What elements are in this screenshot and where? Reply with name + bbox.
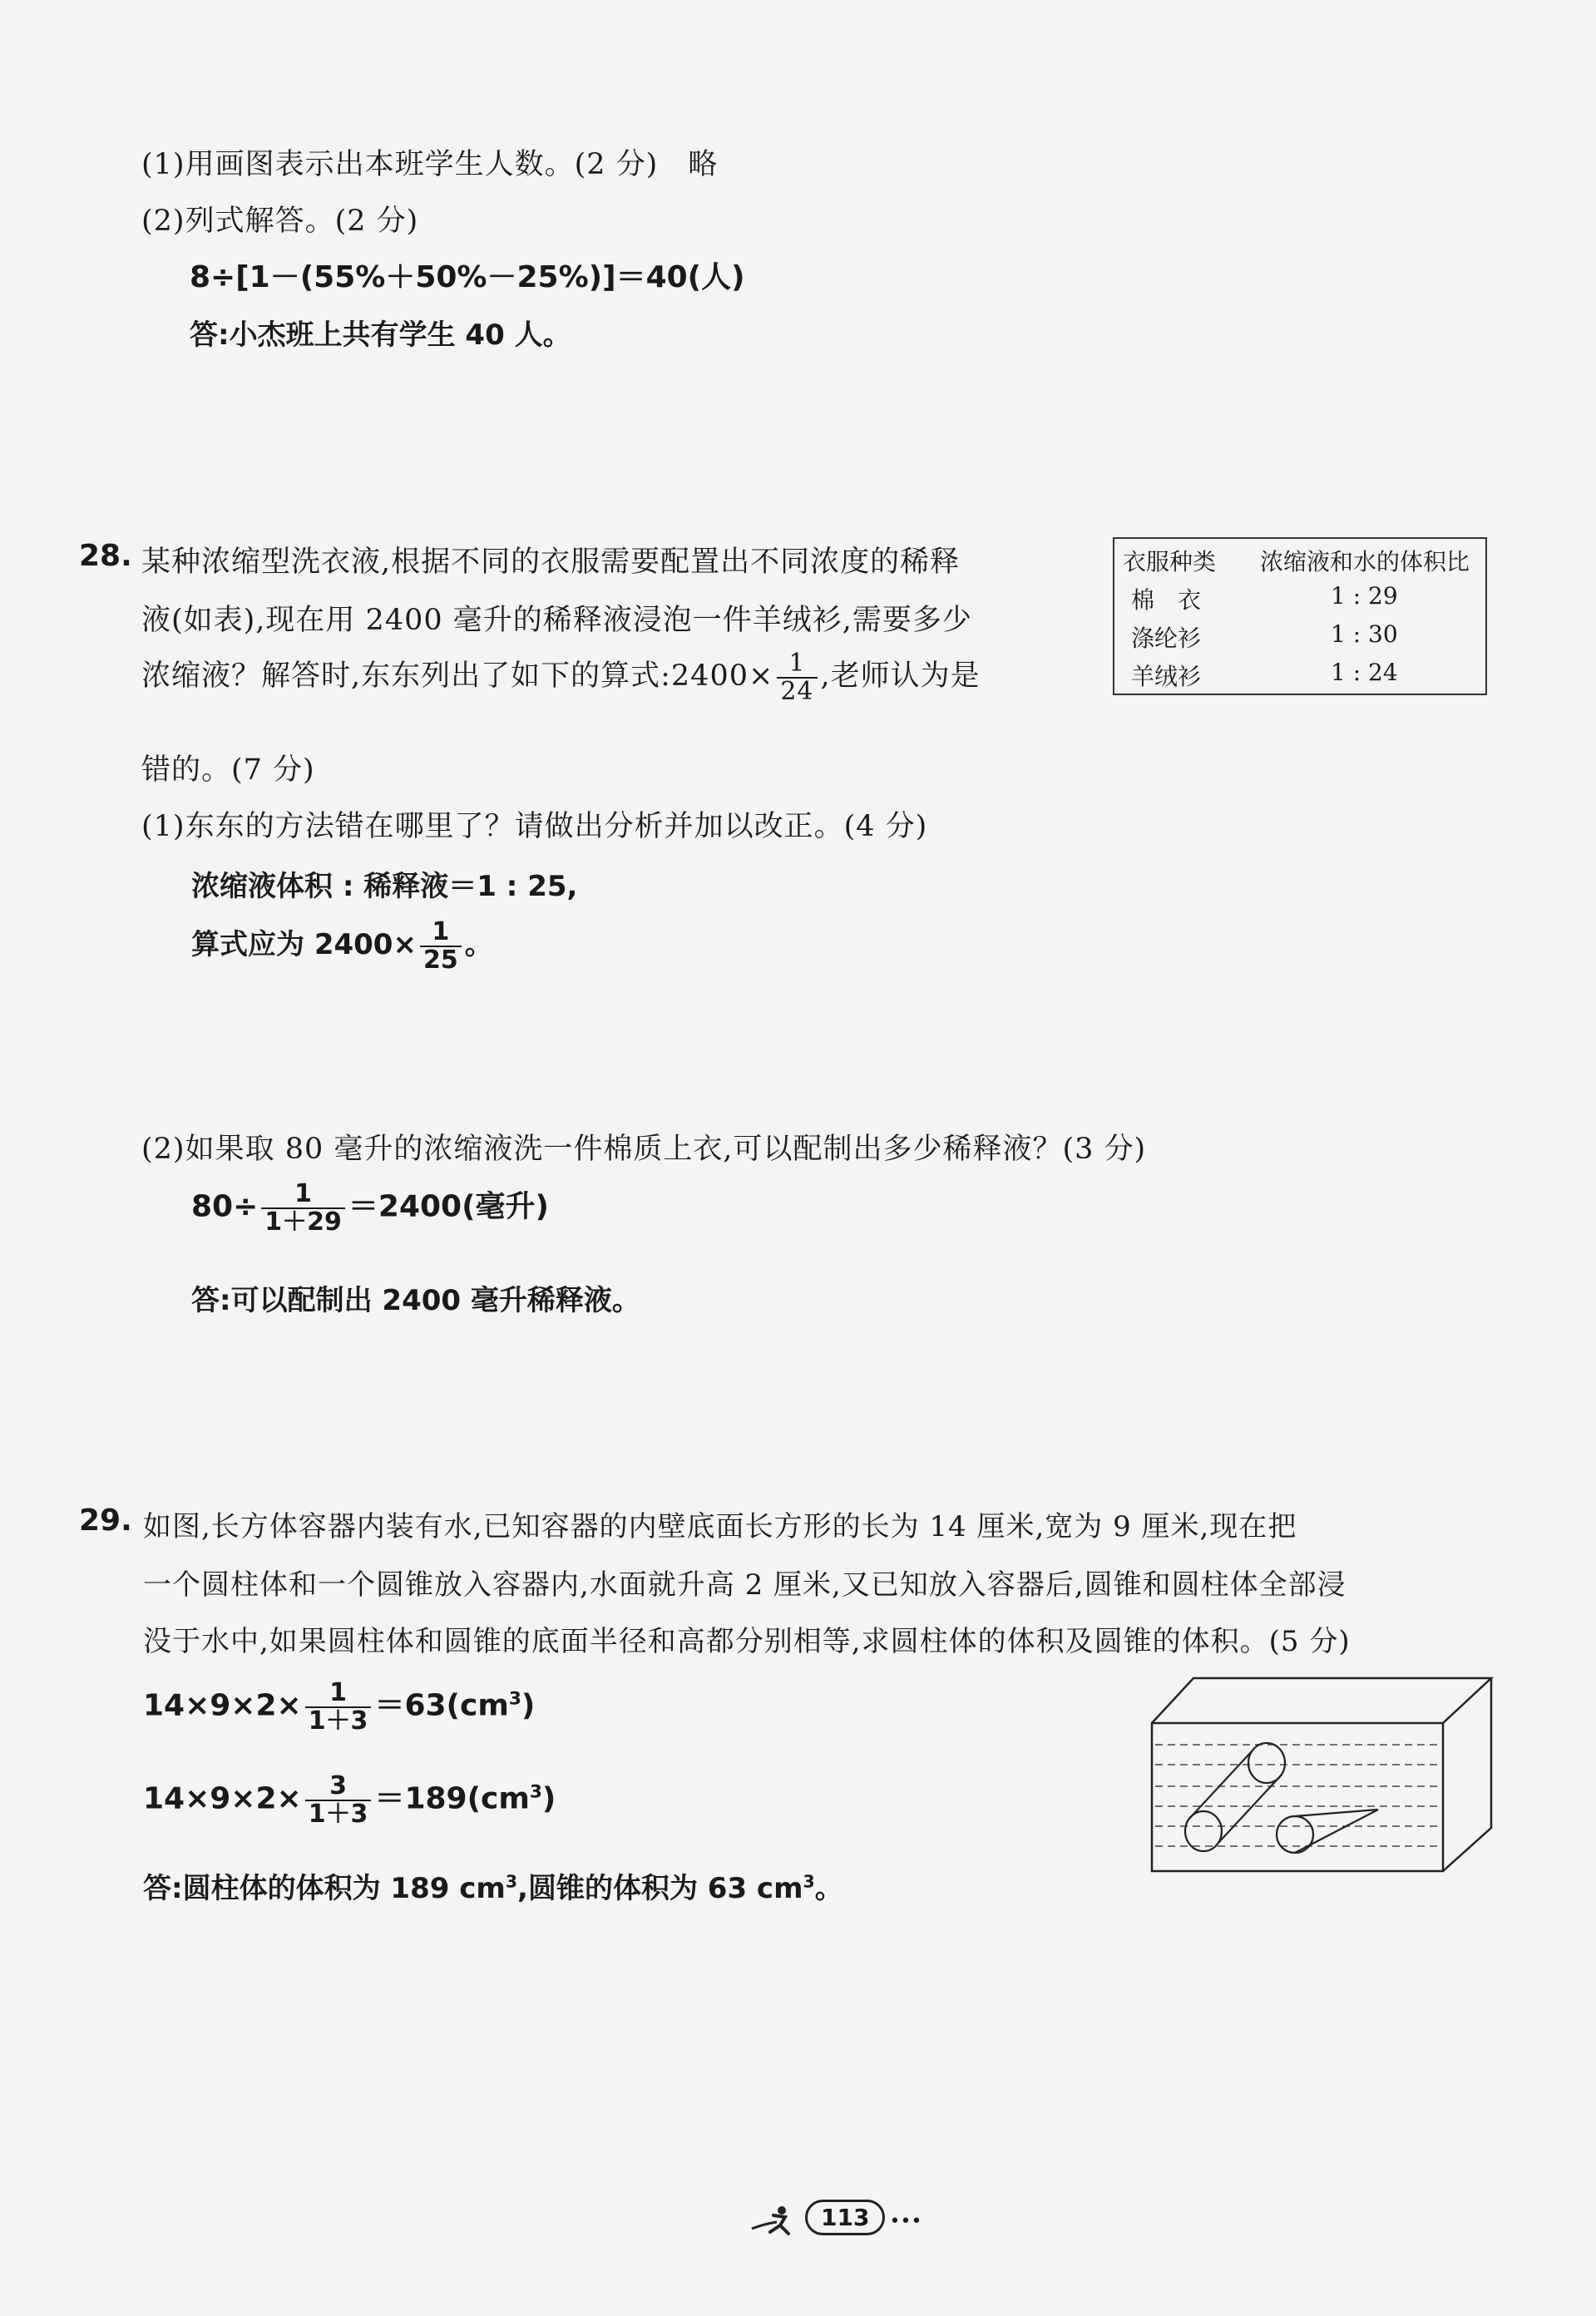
table-row-ratio: 1 : 24 [1331,659,1398,686]
cylinder-shape [1185,1743,1285,1851]
q29-eq2-pre: 14×9×2× [143,1781,302,1816]
q29-answer-c: 。 [814,1872,843,1905]
q28-sub2-post: ＝2400(毫升) [348,1189,549,1224]
q29-number: 29. [79,1504,132,1538]
frac-num: 3 [329,1771,347,1800]
q28-line3-pre: 浓缩液？解答时,东东列出了如下的算式:2400× [141,659,774,693]
q27-formula: 8÷[1－(55%＋50%－25%)]＝40(人) [190,260,745,294]
q28-line2: 液(如表),现在用 2400 毫升的稀释液浸泡一件羊绒衫,需要多少 [141,604,972,637]
q29-eq2-fraction [305,1773,372,1827]
q29-line2: 一个圆柱体和一个圆锥放入容器内,水面就升高 2 厘米,又已知放入容器后,圆锥和圆柱体全部浸 [143,1568,1346,1602]
q28-sub1: (1)东东的方法错在哪里了？请做出分析并加以改正。(4 分) [141,810,928,843]
q29-eq1-pre: 14×9×2× [143,1688,302,1723]
q28-frac-den: 24 [777,677,817,705]
page-number: 113 [805,2200,885,2235]
q29-answer-b: ,圆锥的体积为 63 cm [517,1872,803,1905]
container-diagram [1144,1672,1501,1879]
q28-number: 28. [79,539,132,573]
box-top-face [1152,1678,1491,1723]
q28-sub1-ans2-post: 。 [464,928,493,961]
q28-sub2-answer: 答:可以配制出 2400 毫升稀释液。 [191,1284,640,1317]
q27-part2: (2)列式解答。(2 分) [141,205,419,238]
frac-den: 25 [420,946,462,974]
q28-sub2-formula [191,1181,549,1235]
q28-sub1-answer2 [191,919,493,973]
ratio-table [1113,537,1487,695]
frac-num: 1 [432,917,450,946]
frac-den: 1＋29 [261,1207,345,1236]
frac-num: 1 [329,1678,347,1707]
unit-close: ) [521,1688,536,1723]
table-header-kind: 衣服种类 [1123,548,1217,575]
frac-den: 1＋3 [305,1706,372,1735]
cone-shape [1277,1810,1378,1853]
table-row-ratio: 1 : 29 [1331,582,1398,610]
unit-sup: 3 [529,1781,542,1803]
q28-line4: 错的。(7 分) [141,753,315,787]
q29-eq1 [143,1680,535,1734]
unit-sup: 3 [803,1871,815,1892]
q28-sub2-fraction [261,1181,345,1235]
unit-sup: 3 [508,1688,521,1710]
q29-line3: 没于水中,如果圆柱体和圆锥的底面半径和高都分别相等,求圆柱体的体积及圆锥的体积。(5 分) [143,1625,1351,1658]
q27-answer: 答:小杰班上共有学生 40 人。 [190,319,571,352]
table-header-ratio: 浓缩液和水的体积比 [1260,548,1470,575]
runner-logo [749,2204,798,2244]
q28-line1: 某种浓缩型洗衣液,根据不同的衣服需要配置出不同浓度的稀释 [141,546,961,579]
frac-num: 1 [294,1179,313,1208]
q29-eq1-post: ＝63(cm [374,1688,509,1723]
table-row-kind: 羊绒衫 [1131,663,1202,690]
unit-sup: 3 [505,1871,518,1892]
page-dots: ••• [889,2211,922,2232]
q27-part1: (1)用画图表示出本班学生人数。(2 分) 略 [141,148,719,181]
q29-eq2-post: ＝189(cm [374,1781,530,1816]
q28-sub2-pre: 80÷ [191,1189,259,1224]
water-lines [1155,1745,1441,1846]
q29-answer [143,1865,843,1906]
q29-answer-a: 答:圆柱体的体积为 189 cm [143,1872,506,1905]
q28-frac-num: 1 [788,649,806,678]
q28-line3 [141,650,981,704]
q28-fraction [777,650,817,704]
table-row-kind: 棉 衣 [1131,586,1202,614]
table-row-kind: 涤纶衫 [1131,625,1202,652]
box-right-face [1443,1678,1491,1871]
unit-close: ) [541,1781,556,1816]
q29-eq1-fraction [305,1680,372,1734]
q28-line3-post: ,老师认为是 [820,659,981,693]
q28-sub1-ans2-pre: 算式应为 2400× [191,928,417,961]
table-row-ratio: 1 : 30 [1331,620,1398,648]
frac-den: 1＋3 [305,1800,372,1828]
page-number-wrap [805,2204,922,2232]
q28-sub2: (2)如果取 80 毫升的浓缩液洗一件棉质上衣,可以配制出多少稀释液？(3 分) [141,1133,1147,1166]
q29-line1: 如图,长方体容器内装有水,已知容器的内壁底面长方形的长为 14 厘米,宽为 9 厘米,现在把 [143,1510,1297,1543]
q28-sub1-answer1: 浓缩液体积 : 稀释液＝1 : 25, [191,870,578,903]
q29-eq2 [143,1773,556,1827]
runner-icon [749,2204,798,2237]
q28-sub1-fraction [420,919,462,973]
